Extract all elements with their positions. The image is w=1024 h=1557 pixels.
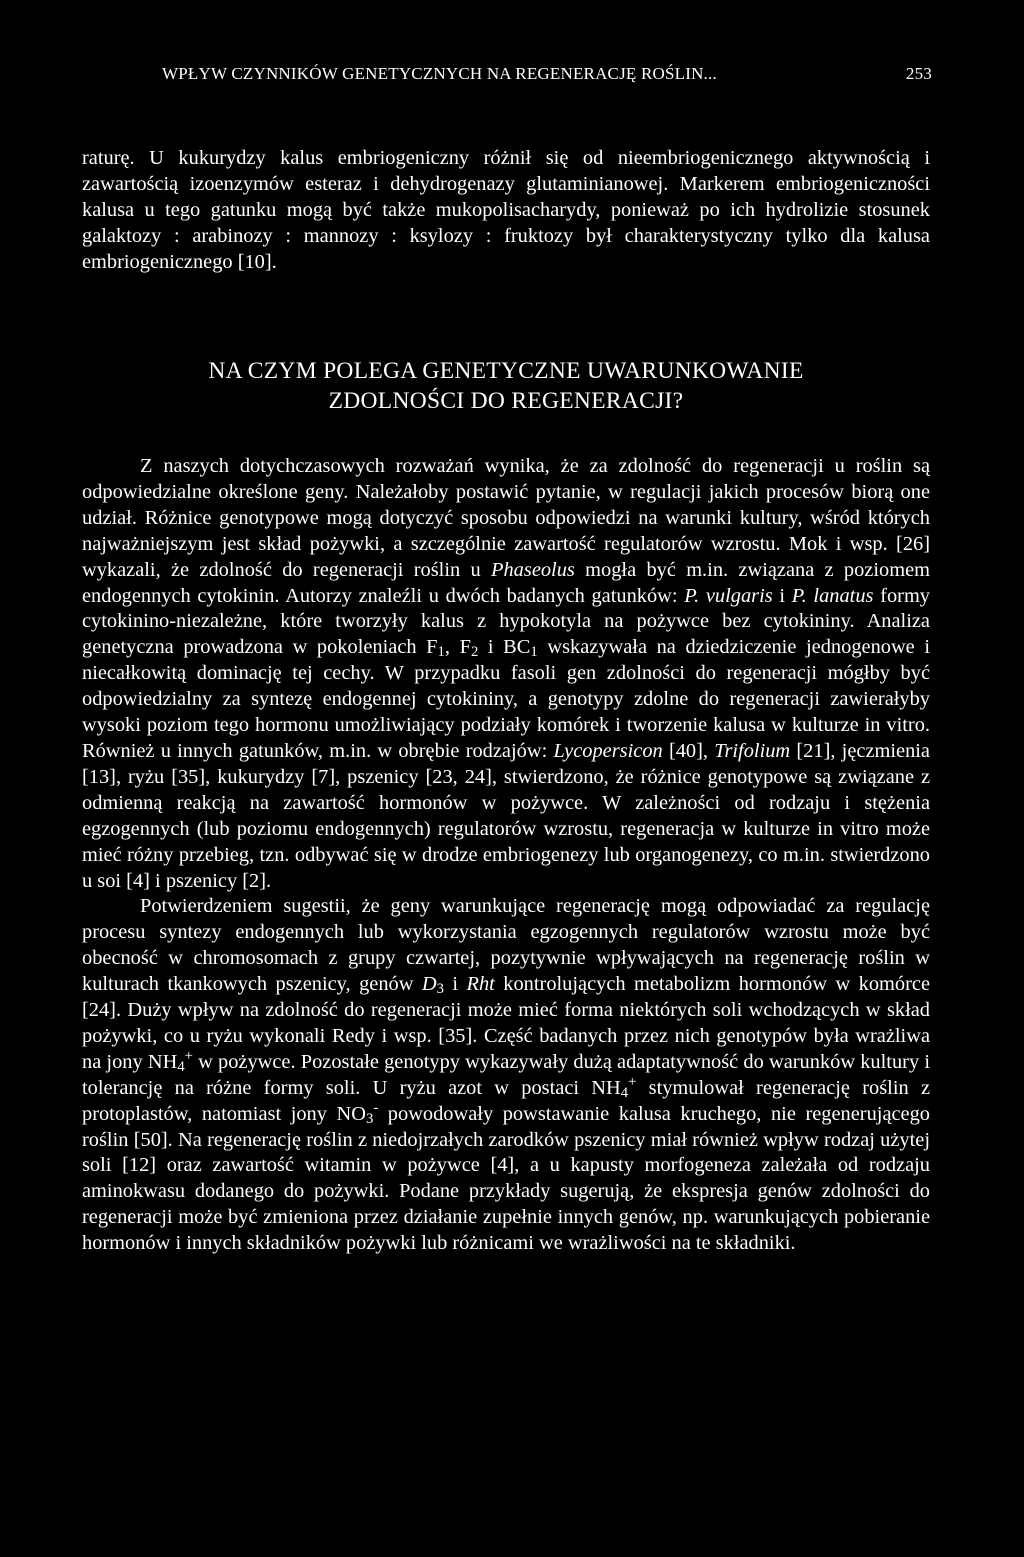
superscript: + xyxy=(184,1047,193,1064)
text-run: Z naszych dotychczasowych rozważań wynika, że za zdolność do regeneracji u roślin są odpowiedzialne określone geny. Należałoby postawić pytanie, w regulacji jakich procesów biorą one udział. Różnice genotypowe mogą dotyczyć sposobu odpowiedzi na warunki kultury, wśród których najważniejszym jest skład pożywki, a szczególnie zawartość regulatorów wzrostu. Mok i wsp. [26] wykazali, że zdolność do regeneracji roślin u xyxy=(82,455,930,581)
text-run: , F xyxy=(444,636,471,659)
superscript: - xyxy=(373,1099,379,1116)
subscript: 1 xyxy=(437,644,445,661)
subscript: 1 xyxy=(530,644,538,661)
running-head xyxy=(162,64,932,84)
italic-term: P. vulgaris xyxy=(684,584,773,607)
text-run: [40], xyxy=(662,739,715,762)
paragraph xyxy=(82,454,930,894)
subscript: 3 xyxy=(436,981,444,998)
paragraph-text: raturę. U kukurydzy kalus embriogeniczny różnił się od nieembriogenicznego aktywnością i zawartością izoenzymów esteraz i dehydrogenazy glutaminianowej. Markerem embriogeniczności kalusa u tego gatunku mogą być także mukopolisacharydy, ponieważ po ich hydrolizie stosunek galaktozy : arabinozy : mannozy : ksylozy : fruktozy był charakterystyczny tylko dla kalusa embriogenicznego [10]. xyxy=(82,147,930,273)
text-run: mogła być m.in. związana z poziomem endogennych cytokinin. Autorzy znaleźli u dwóch badanych gatunków: xyxy=(82,558,930,607)
subscript: 3 xyxy=(365,1110,374,1127)
text-run: Potwierdzeniem sugestii, że geny warunkujące regenerację mogą odpowiadać za regulację procesu syntezy endogennych lub wykorzystania egzogennych regulatorów wzrostu może być obecność w chromosomach z grupy czwartej, pozytywnie wpływających na regenerację roślin w kulturach tkankowych pszenicy, genów xyxy=(82,895,930,996)
text-run: i xyxy=(443,973,467,996)
page-number: 253 xyxy=(905,64,932,83)
text-run: formy cytokinino-niezależne, które tworzyły kalus z hypokotyla na pożywce bez cytokininy. Analiza genetyczna prowadzona w pokoleniach F xyxy=(82,584,930,659)
subscript: 4 xyxy=(177,1059,185,1076)
subscript: 4 xyxy=(620,1084,629,1101)
continued-paragraph xyxy=(82,146,930,276)
text-run: wskazywała na dziedziczenie jednogenowe i niecałkowitą dominację tej cechy. W przypadku fasoli gen zdolności do regeneracji mógłby być odpowiedzialny za syntezę endogennej cytokininy, a genotypy zdolne do regeneracji zawierałyby wysoki poziom tego hormonu umożliwiający podziały komórek i tworzenie kalusa w kulturze in vitro. Również u innych gatunków, m.in. w obrębie rodzajów: xyxy=(82,636,931,762)
section-heading-line-2: ZDOLNOŚCI DO REGENERACJI? xyxy=(328,388,684,414)
superscript: + xyxy=(628,1073,637,1090)
paragraph xyxy=(82,146,930,276)
text-run: stymulował regenerację roślin z protoplastów, natomiast jony NO xyxy=(82,1076,931,1125)
section-body xyxy=(82,454,930,1257)
text-run: w pożywce. Pozostałe genotypy wykazywały dużą adaptatywność do warunków kultury i tolerancję na różne formy soli. U ryżu azot w postaci NH xyxy=(82,1050,930,1099)
paragraph xyxy=(82,894,930,1257)
running-title: WPŁYW CZYNNIKÓW GENETYCZNYCH NA REGENERACJĘ ROŚLIN... xyxy=(162,64,717,83)
section-heading-line-1: NA CZYM POLEGA GENETYCZNE UWARUNKOWANIE xyxy=(208,358,804,384)
italic-term: Rht xyxy=(466,973,495,996)
italic-term: Lycopersicon xyxy=(553,739,663,762)
text-run: i BC xyxy=(478,636,531,659)
text-run: kontrolujących metabolizm hormonów w komórce [24]. Duży wpływ na zdolność do regeneracji może mieć forma niektórych soli wchodzących w skład pożywki, co u ryżu wykonali Redy i wsp. [35]. Część badanych przez nich genotypów była wrażliwa na jony NH xyxy=(82,973,931,1073)
italic-term: D xyxy=(421,973,437,996)
italic-term: P. lanatus xyxy=(791,584,874,607)
text-run: [21], jęczmienia [13], ryżu [35], kukurydzy [7], pszenicy [23, 24], stwierdzono, że różnice genotypowe są związane z odmienną reakcją na zawartość hormonów w pożywce. W zależności od rodzaju i stężenia egzogennych (lub poziomu endogennych) regulatorów wzrostu, regeneracja w kulturze in vitro może mieć różny przebieg, tzn. odbywać się w drodze embriogenezy lub organogenezy, co m.in. stwierdzono u soi [4] i pszenicy [2]. xyxy=(82,739,930,892)
section-heading xyxy=(82,356,930,416)
italic-term: Trifolium xyxy=(714,739,791,762)
subscript: 2 xyxy=(470,644,479,661)
text-run: powodowały powstawanie kalusa kruchego, nie regenerującego roślin [50]. Na regenerację roślin z niedojrzałych zarodków pszenicy miał również wpływ rodzaj użytej soli [12] oraz zawartość witamin w pożywce [4], a u kapusty morfogeneza zależała od rodzaju aminokwasu dodanego do pożywki. Podane przykłady sugerują, że ekspresja genów zdolności do regeneracji może być zmieniona przez działanie zupełnie innych genów, np. warunkujących pobieranie hormonów i innych składników pożywki lub różnicami we wrażliwości na te składniki. xyxy=(82,1102,930,1255)
italic-term: Phaseolus xyxy=(491,558,575,581)
text-run: i xyxy=(772,584,792,607)
